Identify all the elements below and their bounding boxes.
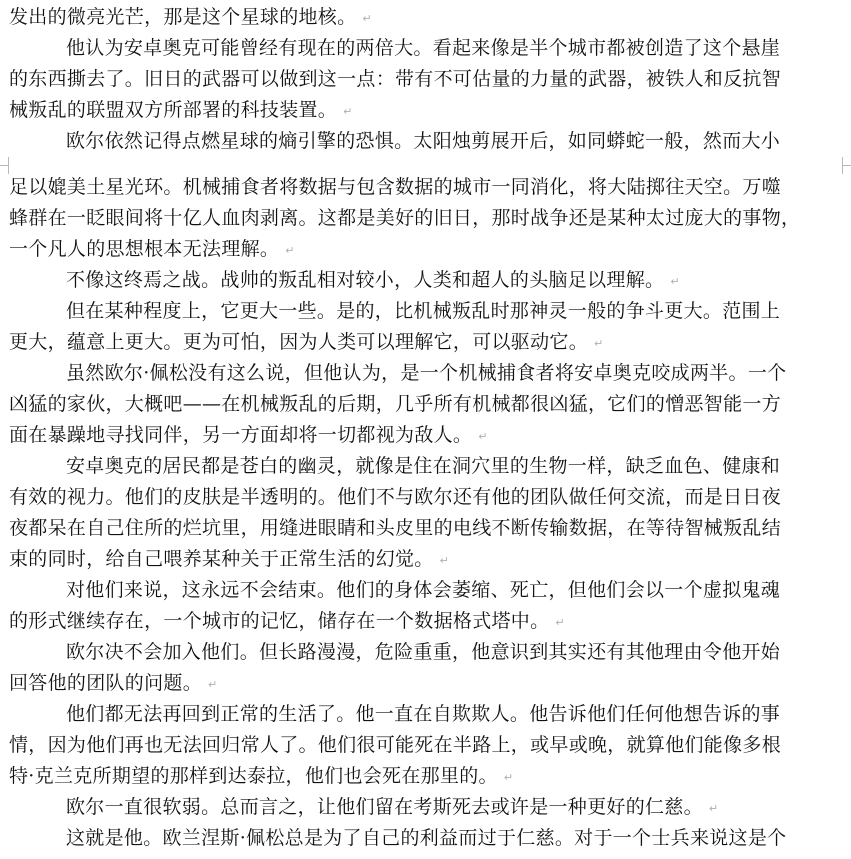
text-line <box>0 172 851 203</box>
line-text: 发出的微亮光芒，那是这个星球的地核。 <box>9 6 357 28</box>
text-line <box>0 637 851 668</box>
line-text: 足以媲美土星光环。机械捕食者将数据与包含数据的城市一同消化，将大陆掷往天空。万噬 <box>9 176 782 198</box>
paragraph-mark-icon: ↵ <box>708 801 719 815</box>
text-line <box>0 513 851 544</box>
line-text: 不像这终焉之战。战帅的叛乱相对较小，人类和超人的头脑足以理解。 <box>66 269 665 291</box>
line-text: 他们都无法再回到正常的生活了。他一直在自欺欺人。他告诉他们任何他想告诉的事 <box>66 703 781 725</box>
text-line <box>0 126 851 157</box>
line-text: 械叛乱的联盟双方所部署的科技装置。 <box>9 99 338 121</box>
text-line <box>0 823 851 854</box>
paragraph-mark-icon: ↵ <box>670 274 680 288</box>
paragraph-mark-icon: ↵ <box>478 429 488 443</box>
line-text: 对他们来说，这永远不会结束。他们的身体会萎缩、死亡，但他们会以一个虚拟鬼魂 <box>66 579 781 601</box>
line-text: 这就是他。欧兰涅斯·佩松总是为了自己的利益而过于仁慈。对于一个士兵来说这是个 <box>66 827 787 849</box>
text-line <box>0 730 851 761</box>
line-text: 的东西撕去了。旧日的武器可以做到这一点：带有不可估量的力量的武器，被铁人和反抗智 <box>9 68 782 90</box>
page-break-marker <box>0 157 851 173</box>
line-text: 他认为安卓奥克可能曾经有现在的两倍大。看起来像是半个城市都被创造了这个悬崖 <box>66 37 781 59</box>
paragraph-mark-icon: ↵ <box>594 336 604 350</box>
line-text: 夜都呆在自己住所的烂坑里，用缝进眼睛和头皮里的电线不断传输数据，在等待智械叛乱结 <box>9 517 782 539</box>
line-text: 凶猛的家伙，大概吧——在机械叛乱的后期，几乎所有机械都很凶猛，它们的憎恶智能一方 <box>9 393 782 415</box>
paragraph-mark-icon: ↵ <box>343 104 353 118</box>
line-text: 欧尔依然记得点燃星球的熵引擎的恐惧。太阳烛剪展开后，如同蟒蛇一般，然而大小 <box>66 130 781 152</box>
text-line <box>0 544 851 575</box>
line-text: 蜂群在一眨眼间将十亿人血肉剥离。这都是美好的旧日，那时战争还是某种太过庞大的事物， <box>9 207 801 229</box>
line-text: 特·克兰克所期望的那样到达泰拉，他们也会死在那里的。 <box>9 765 498 787</box>
line-text: 更大，蕴意上更大。更为可怕，因为人类可以理解它，可以驱动它。 <box>9 331 589 353</box>
line-text: 虽然欧尔·佩松没有这么说，但他认为，是一个机械捕食者将安卓奥克咬成两半。一个 <box>66 362 787 384</box>
paragraph-mark-icon: ↵ <box>285 243 295 257</box>
text-line <box>0 265 851 296</box>
line-text: 有效的视力。他们的皮肤是半透明的。他们不与欧尔还有他的团队做任何交流，而是日日夜 <box>9 486 782 508</box>
line-text: 的形式继续存在，一个城市的记忆，储存在一个数据格式塔中。 <box>9 610 550 632</box>
paragraph-mark-icon: ↵ <box>439 553 450 567</box>
page-section-upper <box>0 2 851 157</box>
text-line <box>0 420 851 451</box>
text-line <box>0 606 851 637</box>
text-line <box>0 234 851 265</box>
text-line <box>0 327 851 358</box>
line-text: 束的同时，给自己喂养某种关于正常生活的幻觉。 <box>9 548 434 570</box>
text-line <box>0 95 851 126</box>
text-line <box>0 451 851 482</box>
line-text: 但在某种程度上，它更大一些。是的，比机械叛乱时那神灵一般的争斗更大。范围上 <box>66 300 781 322</box>
text-line <box>0 2 851 33</box>
text-line <box>0 389 851 420</box>
text-line <box>0 668 851 699</box>
paragraph-mark-icon: ↵ <box>555 615 565 629</box>
paragraph-mark-icon: ↵ <box>362 11 372 25</box>
text-line <box>0 575 851 606</box>
line-text: 欧尔决不会加入他们。但长路漫漫，危险重重，他意识到其实还有其他理由令他开始 <box>66 641 781 663</box>
text-line <box>0 792 851 823</box>
line-text: 一个凡人的思想根本无法理解。 <box>9 238 280 260</box>
line-text: 回答他的团队的问题。 <box>9 672 203 694</box>
text-line <box>0 64 851 95</box>
page-section-lower <box>0 172 851 854</box>
line-text: 情，因为他们再也无法回归常人了。他们很可能死在半路上，或早或晚，就算他们能像多根 <box>9 734 782 756</box>
text-line <box>0 761 851 792</box>
line-text: 面在暴躁地寻找同伴，另一方面却将一切都视为敌人。 <box>9 424 473 446</box>
line-text: 欧尔一直很软弱。总而言之，让他们留在考斯死去或许是一种更好的仁慈。 <box>66 796 703 818</box>
text-line <box>0 33 851 64</box>
text-line <box>0 482 851 513</box>
line-text: 安卓奥克的居民都是苍白的幽灵，就像是住在洞穴里的生物一样，缺乏血色、健康和 <box>66 455 781 477</box>
text-line <box>0 203 851 234</box>
text-line <box>0 296 851 327</box>
text-line <box>0 699 851 730</box>
text-line <box>0 358 851 389</box>
paragraph-mark-icon: ↵ <box>503 770 514 784</box>
paragraph-mark-icon: ↵ <box>208 677 218 691</box>
